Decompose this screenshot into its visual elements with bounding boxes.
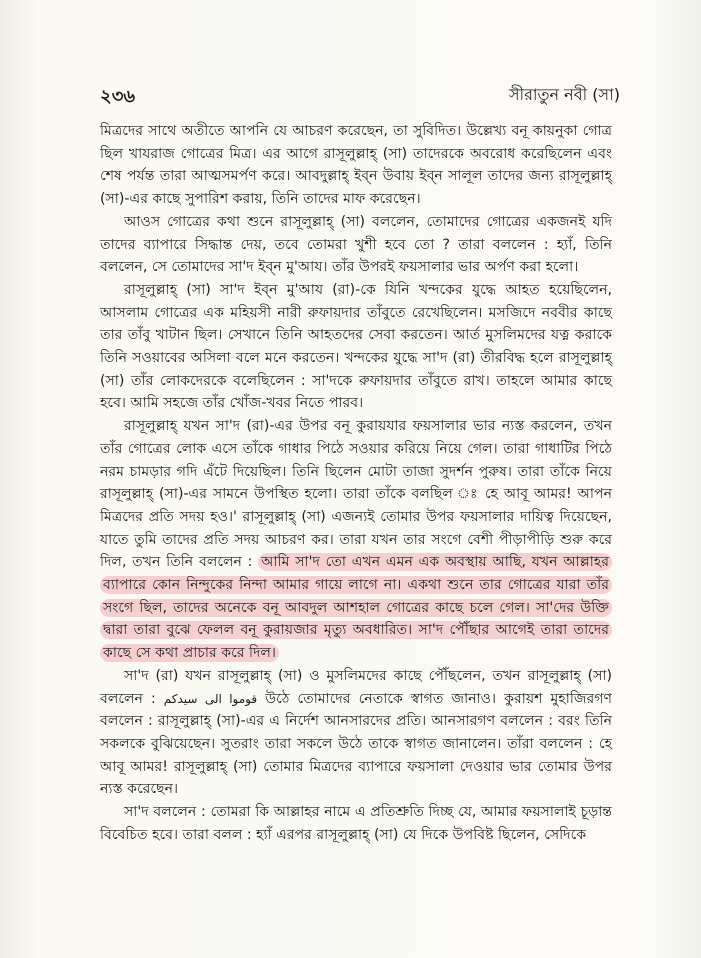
paragraph: মিত্রদের সাথে অতীতে আপনি যে আচরণ করেছেন, তা সুবিদিত। উল্লেখ্য বনূ কায়নুকা গোত্র ছিল খাযরাজ গোত্রের মিত্র। এর আগে রাসূলুল্লাহ্ (সা) তাদেরকে অবরোধ করেছিলেন এবং শেষ পর্যন্ত তারা আত্মসমর্পণ করে। আবদুল্লাহ্ ইব্‌ন উবায় ইব্‌ন সালূল তাদের জন্য রাসূলুল্লাহ্ (সা)-এর কাছে সুপারিশ করায়, তিনি তাদের মাফ করেছেন। [100, 123, 612, 208]
paragraph [100, 665, 612, 801]
paragraph: সা'দ বললেন : তোমরা কি আল্লাহর নামে এ প্রতিশ্রুতি দিচ্ছ যে, আমার ফয়সালাই চূড়ান্ত বিবেচিত হবে। তারা বলল : হ্যাঁ এরপর রাসূলুল্লাহ্ (সা) যে দিকে উপবিষ্ট ছিলেন, সেদিকে [100, 804, 612, 843]
paragraph [100, 415, 612, 665]
paragraph: আওস গোত্রের কথা শুনে রাসূলুল্লাহ্ (সা) বললেন, তোমাদের গোত্রের একজনই যদি তাদের ব্যাপারে সিদ্ধান্ত দেয়, তবে তোমরা খুশী হবে তো ? তারা বললেন : হ্যাঁ, তিনি বললেন, সে তোমাদের সা'দ ইব্‌ন মু'আয। তাঁর উপরই ফয়সালার ভার অর্পণ করা হলো। [100, 213, 612, 276]
page-header [100, 82, 620, 108]
body-text [100, 120, 612, 847]
paragraph-text: সা'দ (রা) যখন রাসূলুল্লাহ্ (সা) ও মুসলিমদের কাছে পৌঁছলেন, তখন রাসূলুল্লাহ্ (সা) বললেন : [100, 667, 612, 707]
paragraph-text: রাসূলুল্লাহ্ যখন সা'দ (রা)-এর উপর বনূ কুরায়যার ফয়সালার ভার ন্যস্ত করলেন, তখন তাঁর গোত্রের লোক এসে তাঁকে গাধার পিঠে সওয়ার করিয়ে নিয়ে গেল। তারা গাধাটির পিঠে নরম চামড়ার গদি এঁটে দিয়েছিল। তিনি ছিলেন মোটা তাজা সুদর্শন পুরুষ। তারা তাঁকে নিয়ে রাসূলুল্লাহ্ (সা)-এর সামনে উপস্থিত হলো। তারা তাঁকে বলছিল ঃ হে আবূ আমর! আপন মিত্রদের প্রতি সদয় হও।' রাসূলুল্লাহ্ (সা) এজন্যই তোমার উপর ফয়সালার দায়িত্ব দিয়েছেন, যাতে তুমি তাদের প্রতি সদয় আচরণ কর। তারা যখন তার সংগে বেশী পীড়াপীড়ি শুরু করে দিল, তখন তিনি বললেন : [100, 418, 612, 571]
paragraph: রাসূলুল্লাহ্ (সা) সা'দ ইব্‌ন মু'আয (রা)-কে যিনি খন্দকের যুদ্ধে আহত হয়েছিলেন, আসলাম গোত্রের এক মহিয়সী নারী রুফায়দার তাঁবুতে রেখেছিলেন। মসজিদে নববীর কাছে তার তাঁবু খাটান ছিল। সেখানে তিনি আহতদের সেবা করতেন। আর্ত মুসলিমদের যত্ন করাকে তিনি সওয়াবের অসিলা বলে মনে করতেন। খন্দকের যুদ্ধে সা'দ (রা) তীরবিদ্ধ হলে রাসূলুল্লাহ্ (সা) তাঁর লোকদেরকে বলেছিলেন : সা'দকে রুফায়দার তাঁবুতে রাখ। তাহলে আমার কাছে হবে। আমি সহজে তাঁর খোঁজ-খবর নিতে পারব। [100, 281, 612, 412]
highlighted-passage: আমি সা'দ তো এখন এমন এক অবস্থায় আছি, যখন আল্লাহর ব্যাপারে কোন নিন্দুকের নিন্দা আমার গায়ে লাগে না। একথা শুনে তার গোত্রের যারা তাঁর সংগে ছিল, তাদের অনেকে বনূ আবদুল আশহাল গোত্রের কাছে চলে গেল। সা'দের উক্তি দ্বারা তারা বুঝে ফেলল বনূ কুরায়জার মৃত্যু অবধারিত। সা'দ পৌঁছার আগেই তারা তাদের কাছে সে কথা প্রাচার করে দিল। [100, 553, 612, 662]
running-head: সীরাতুন নবী (সা) [508, 85, 620, 104]
paragraph-text: উঠে তোমাদের নেতাকে স্বাগত জানাও। কুরায়শ মুহাজিরগণ বললেন : রাসূলুল্লাহ্ (সা)-এর এ নির্দেশ আনসারদের প্রতি। আনসারগণ বললেন : বরং তিনি সকলকে বুঝিয়েছেন। সুতরাং তারা সকলে উঠে তাকে স্বাগত জানালেন। তাঁরা বললেন : হে আবূ আমর! রাসূলুল্লাহ্ (সা) তোমার মিত্রদের ব্যাপারে ফয়সালা দেওয়ার ভার তোমার উপর ন্যস্ত করেছেন। [100, 690, 612, 798]
page-number: ২৩৬ [100, 86, 136, 107]
arabic-quote: قوموا الى سيدكم [163, 691, 258, 706]
